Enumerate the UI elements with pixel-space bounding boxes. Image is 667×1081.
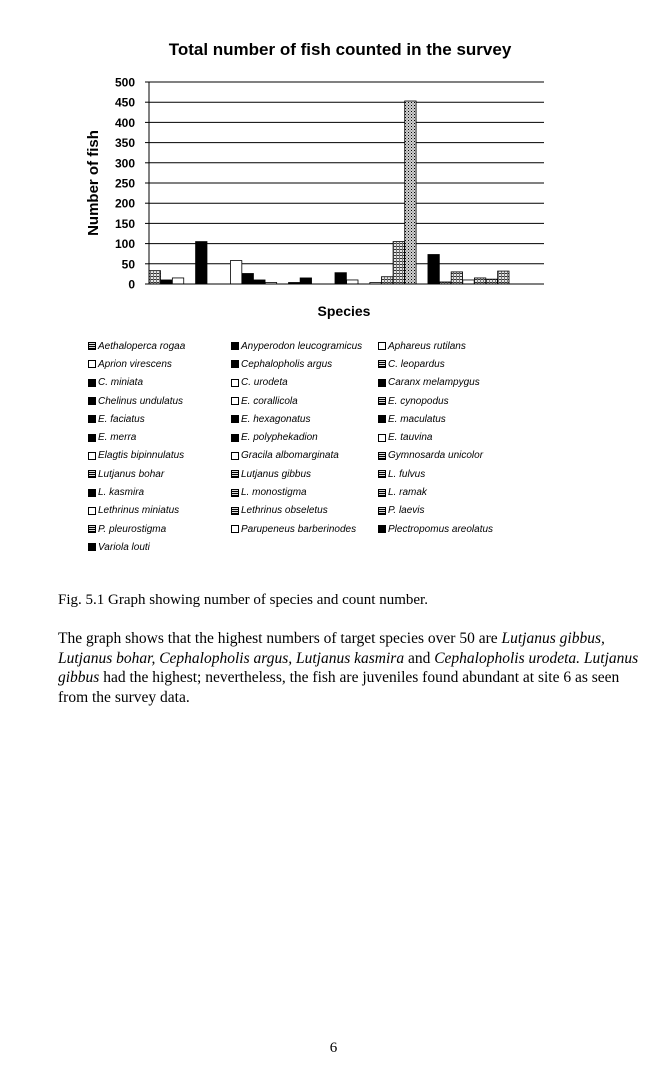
y-tick-label: 450 [114, 95, 135, 110]
legend-item [88, 539, 231, 555]
legend-label: C. miniata [98, 377, 144, 389]
legend-swatch [378, 397, 386, 405]
paragraph-text-1: The graph shows that the highest numbers of target species over 50 are [58, 630, 502, 647]
legend-item [378, 429, 558, 445]
legend-label: Lutjanus bohar [98, 468, 165, 480]
legend-item [88, 375, 231, 391]
bar-p-laevis [486, 279, 497, 284]
legend-label: E. polyphekadion [241, 432, 318, 444]
bar-lutjanus-gibbus [405, 101, 416, 284]
legend-swatch [231, 470, 239, 478]
page-number: 6 [329, 1040, 338, 1056]
legend-label: Caranx melampygus [388, 377, 480, 389]
x-axis-label: Species [317, 303, 371, 319]
legend-swatch [231, 360, 239, 368]
y-tick-label: 50 [121, 257, 135, 272]
bar-chart [0, 0, 667, 330]
legend-label: L. ramak [388, 487, 427, 499]
species-names-2: Cephalopholis urodeta. Lutjanus gibbus [58, 649, 639, 686]
legend-label: Variola louti [98, 541, 150, 553]
legend-label: Chelinus undulatus [98, 395, 184, 407]
legend-swatch [231, 452, 239, 460]
legend-label: P. laevis [388, 505, 425, 517]
legend-item [378, 484, 558, 500]
legend-label: Aphareus rutilans [388, 340, 466, 352]
legend-swatch [88, 379, 96, 387]
legend-item [378, 466, 558, 482]
legend-item [378, 356, 558, 372]
legend-swatch [378, 342, 386, 350]
y-tick-label: 250 [114, 176, 135, 191]
bar-gymnosarda-unicolor [381, 277, 392, 284]
legend-item [378, 393, 558, 409]
legend-swatch [378, 507, 386, 515]
legend-item [88, 356, 231, 372]
legend-swatch [231, 397, 239, 405]
legend-swatch [231, 434, 239, 442]
legend-swatch [378, 360, 386, 368]
bar-l-kasmira [428, 255, 439, 284]
legend-item [88, 484, 231, 500]
legend-item [231, 521, 378, 537]
legend-label: Elagtis bipinnulatus [98, 450, 185, 462]
bar-lethrinus-obseletus [474, 278, 485, 284]
legend-item [231, 503, 378, 519]
gridlines [149, 82, 544, 264]
legend-item [231, 484, 378, 500]
bar-e-hexagonatus [300, 278, 311, 284]
legend-label: Lethrinus obseletus [241, 505, 328, 517]
y-tick-label: 400 [114, 115, 135, 130]
y-tick-label: 200 [114, 196, 135, 211]
paragraph-text-2: and [404, 649, 435, 667]
bar-c-urodeta [230, 261, 241, 284]
legend-label: E. faciatus [98, 413, 145, 425]
bar-anyperodon-leucogramicus [161, 280, 172, 284]
bar-caranx-melampygus [242, 273, 253, 284]
legend-label: Cephalopholis argus [241, 358, 333, 370]
legend-swatch [88, 434, 96, 442]
legend-swatch [378, 434, 386, 442]
legend-item [231, 466, 378, 482]
legend-label: E. hexagonatus [241, 413, 311, 425]
bar-lutjanus-bohar [393, 242, 404, 284]
legend-item [378, 521, 558, 537]
legend-swatch [88, 415, 96, 423]
bar-aethaloperca-rogaa [149, 271, 160, 284]
legend-label: C. urodeta [241, 377, 288, 389]
bar-e-polyphekadion [335, 273, 346, 284]
legend-item [231, 375, 378, 391]
chart-legend [88, 338, 558, 556]
legend-swatch [378, 452, 386, 460]
legend-swatch [88, 452, 96, 460]
bar-aphareus-rutilans [172, 278, 183, 284]
legend-item [231, 356, 378, 372]
legend-item [88, 466, 231, 482]
legend-item [378, 375, 558, 391]
legend-swatch [88, 397, 96, 405]
legend-swatch [378, 470, 386, 478]
legend-label: E. cynopodus [388, 395, 449, 407]
legend-item [231, 411, 378, 427]
legend-swatch [378, 525, 386, 533]
legend-item [88, 338, 231, 354]
legend-label: L. kasmira [98, 487, 145, 499]
y-tick-label: 100 [114, 237, 135, 252]
species-names-1: Lutjanus gibbus, Lutjanus bohar, Cephalopholis argus, Lutjanus kasmira [58, 630, 605, 667]
legend-label: Parupeneus barberinodes [241, 523, 357, 535]
bar-e-tauvina [347, 280, 358, 284]
body-paragraph [58, 629, 640, 707]
legend-swatch [231, 489, 239, 497]
legend-swatch [88, 470, 96, 478]
legend-swatch [231, 525, 239, 533]
bar-l-ramak [451, 272, 462, 284]
legend-item [88, 448, 231, 464]
y-axis-ticks [115, 76, 149, 292]
legend-item [88, 393, 231, 409]
legend-item [231, 448, 378, 464]
y-tick-label: 0 [128, 277, 135, 292]
legend-swatch [378, 379, 386, 387]
y-tick-label: 500 [114, 75, 135, 90]
bar-chelinus-undulatus [254, 280, 265, 284]
legend-label: E. corallicola [241, 395, 298, 407]
legend-swatch [88, 489, 96, 497]
y-tick-label: 300 [114, 156, 135, 171]
legend-label: Anyperodon leucogramicus [241, 340, 363, 352]
legend-swatch [231, 415, 239, 423]
legend-item [231, 338, 378, 354]
legend-item [378, 448, 558, 464]
legend-label: Lethrinus miniatus [98, 505, 180, 517]
figure-caption: Fig. 5.1 Graph showing number of species and count number. [58, 592, 428, 608]
paragraph-text-3: had the highest; nevertheless, the fish are juveniles found abundant at site 6 as seen from the survey data. [58, 669, 620, 706]
legend-item [378, 503, 558, 519]
legend-item [378, 411, 558, 427]
legend-label: L. monostigma [241, 487, 307, 499]
legend-item [231, 393, 378, 409]
legend-label: C. leopardus [388, 358, 445, 370]
bar-lethrinus-miniatus [463, 280, 474, 284]
legend-item [88, 411, 231, 427]
legend-swatch [88, 525, 96, 533]
legend-item [378, 338, 558, 354]
legend-label: Aethaloperca rogaa [98, 340, 186, 352]
legend-swatch [231, 379, 239, 387]
legend-swatch [231, 507, 239, 515]
legend-label: E. tauvina [388, 432, 433, 444]
legend-label: Aprion virescens [98, 358, 172, 370]
legend-swatch [88, 543, 96, 551]
legend-swatch [88, 360, 96, 368]
y-tick-label: 150 [114, 216, 135, 231]
legend-label: E. maculatus [388, 413, 446, 425]
legend-label: L. fulvus [388, 468, 426, 480]
chart-title: Total number of fish counted in the survey [168, 40, 512, 59]
legend-label: E. merra [98, 432, 137, 444]
legend-swatch [88, 342, 96, 350]
legend-label: Lutjanus gibbus [241, 468, 312, 480]
bars [149, 101, 509, 284]
y-axis-label: Number of fish [85, 130, 102, 236]
legend-item [231, 429, 378, 445]
y-tick-label: 350 [114, 136, 135, 151]
legend-item [88, 429, 231, 445]
legend-swatch [231, 342, 239, 350]
legend-swatch [88, 507, 96, 515]
legend-label: Gracila albomarginata [241, 450, 339, 462]
legend-swatch [378, 415, 386, 423]
legend-item [88, 521, 231, 537]
legend-item [88, 503, 231, 519]
legend-swatch [378, 489, 386, 497]
bar-p-pleurostigma [498, 271, 509, 284]
legend-label: Plectropomus areolatus [388, 523, 494, 535]
legend-label: Gymnosarda unicolor [388, 450, 484, 462]
legend-label: P. pleurostigma [98, 523, 167, 535]
bar-cephalopholis-argus [196, 242, 207, 284]
